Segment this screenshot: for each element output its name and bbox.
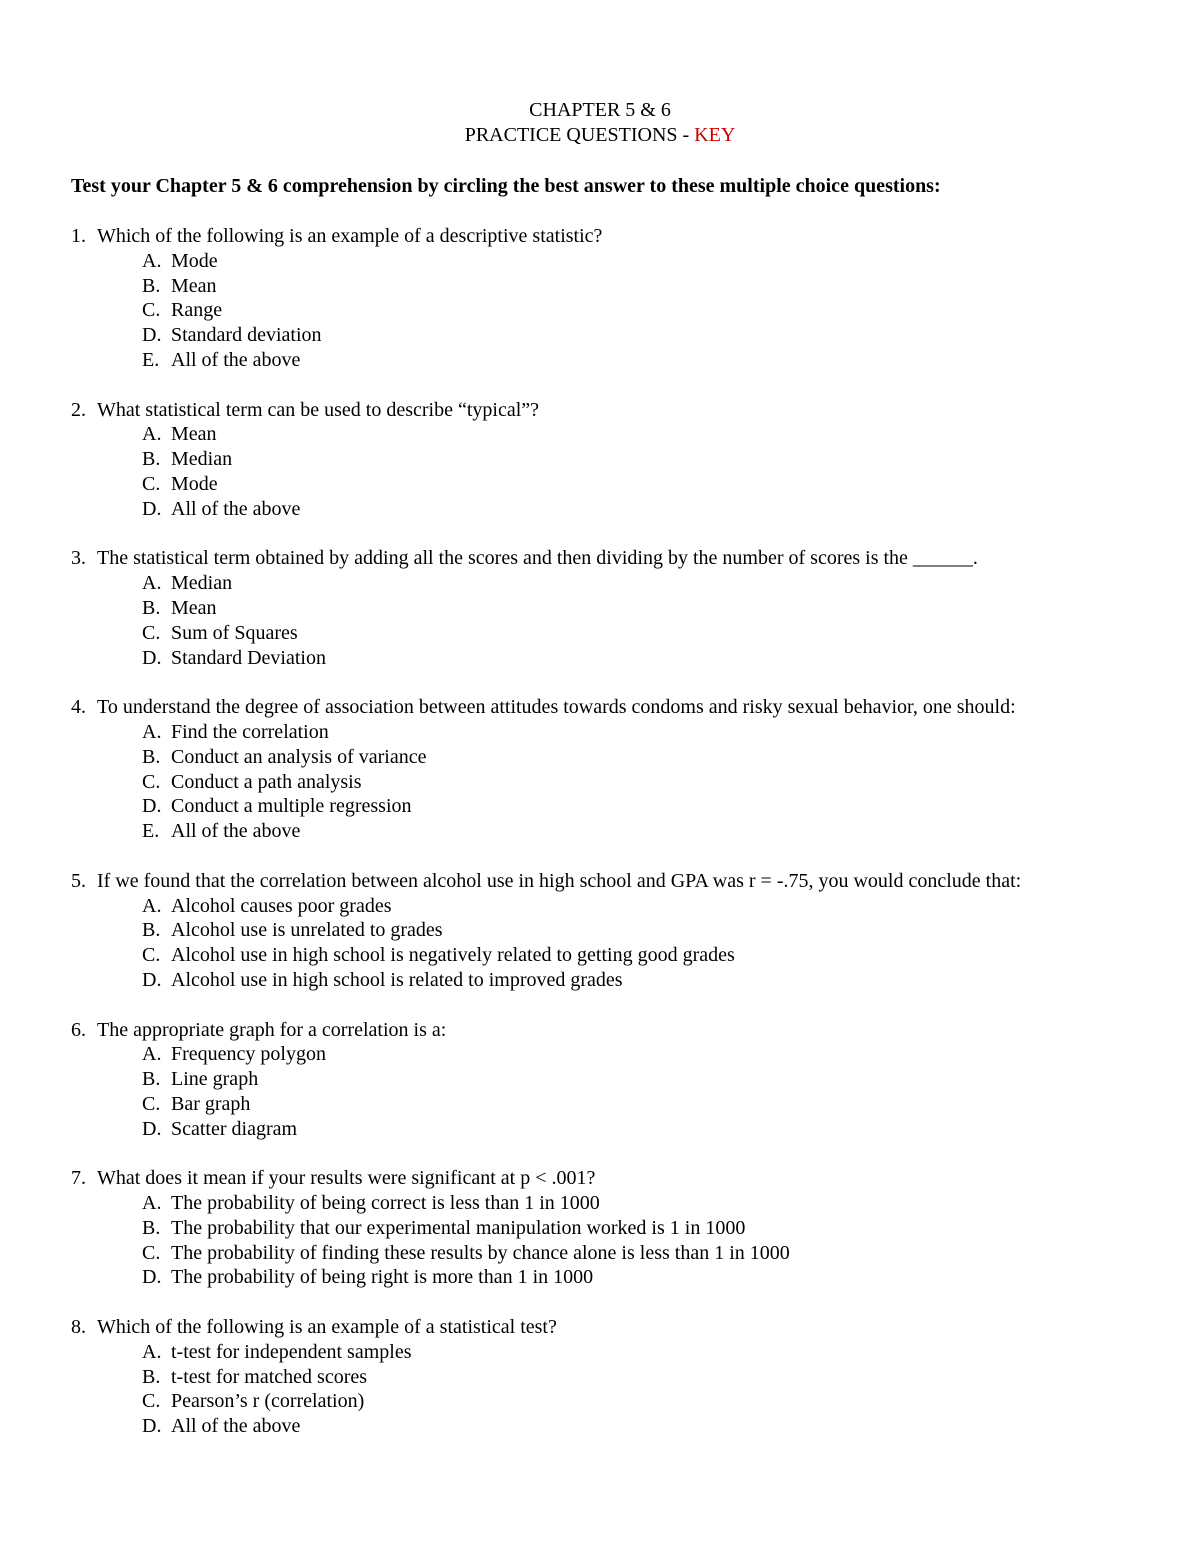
answer-option[interactable] (71, 794, 1151, 819)
answer-option[interactable] (71, 596, 1151, 621)
question-stem (71, 546, 1151, 571)
answer-option[interactable] (71, 1414, 1151, 1439)
title-line-2 (0, 123, 1200, 148)
option-text: Conduct an analysis of variance (171, 745, 427, 768)
option-text: Mean (171, 596, 217, 619)
option-text: Mode (171, 249, 218, 272)
answer-option[interactable] (71, 323, 1151, 348)
option-letter: D. (142, 968, 162, 991)
option-letter: D. (142, 646, 162, 669)
answer-option[interactable] (71, 298, 1151, 323)
option-text: Scatter diagram (171, 1117, 298, 1140)
document-title (0, 98, 1200, 148)
answer-option[interactable] (71, 1265, 1151, 1290)
question-text: Which of the following is an example of a descriptive statistic? (97, 225, 603, 247)
option-letter: C. (142, 1390, 161, 1413)
answer-option[interactable] (71, 447, 1151, 472)
option-text: Alcohol use is unrelated to grades (171, 919, 443, 942)
question-number: 7. (71, 1167, 86, 1190)
question-2 (71, 398, 1151, 522)
answer-option[interactable] (71, 1092, 1151, 1117)
option-text: All of the above (171, 820, 301, 843)
answer-option[interactable] (71, 918, 1151, 943)
answer-option[interactable] (71, 770, 1151, 795)
question-stem (71, 695, 1151, 720)
option-text: All of the above (171, 1415, 301, 1438)
option-text: Line graph (171, 1068, 259, 1091)
option-letter: A. (142, 720, 162, 743)
option-text: Conduct a multiple regression (171, 795, 412, 818)
title-line-1: CHAPTER 5 & 6 (529, 99, 671, 121)
answer-option[interactable] (71, 1067, 1151, 1092)
option-text: Alcohol use in high school is related to improved grades (171, 968, 623, 991)
option-letter: E. (142, 820, 160, 843)
answer-option[interactable] (71, 1241, 1151, 1266)
option-text: Median (171, 448, 233, 471)
option-text: Conduct a path analysis (171, 770, 362, 793)
option-letter: B. (142, 274, 161, 297)
question-number: 8. (71, 1316, 86, 1339)
question-3 (71, 546, 1151, 670)
question-stem (71, 398, 1151, 423)
option-letter: A. (142, 572, 162, 595)
option-letter: C. (142, 1092, 161, 1115)
answer-option[interactable] (71, 943, 1151, 968)
answer-option[interactable] (71, 422, 1151, 447)
question-stem (71, 1315, 1151, 1340)
question-text: Which of the following is an example of a statistical test? (97, 1316, 557, 1339)
option-letter: A. (142, 249, 162, 272)
option-letter: B. (142, 745, 161, 768)
instructions-text: Test your Chapter 5 & 6 comprehension by circling the best answer to these multiple choice questions: (71, 175, 941, 197)
option-letter: D. (142, 1415, 162, 1438)
question-5 (71, 869, 1151, 993)
question-8 (71, 1315, 1151, 1439)
option-letter: A. (142, 1192, 162, 1215)
question-text: To understand the degree of association between attitudes towards condoms and risky sexual behavior, one should: (97, 696, 1016, 719)
option-letter: B. (142, 1216, 161, 1239)
option-letter: D. (142, 497, 162, 520)
option-text: The probability that our experimental manipulation worked is 1 in 1000 (171, 1216, 746, 1239)
option-text: Standard Deviation (171, 646, 326, 669)
question-4 (71, 695, 1151, 844)
option-text: The probability of being correct is less than 1 in 1000 (171, 1192, 600, 1215)
option-text: Sum of Squares (171, 621, 298, 644)
option-text: Mode (171, 472, 218, 495)
answer-option[interactable] (71, 1389, 1151, 1414)
option-letter: C. (142, 621, 161, 644)
question-list (71, 224, 1151, 1464)
option-text: Frequency polygon (171, 1043, 326, 1066)
question-1 (71, 224, 1151, 373)
answer-option[interactable] (71, 1042, 1151, 1067)
answer-option[interactable] (71, 472, 1151, 497)
answer-option[interactable] (71, 720, 1151, 745)
question-number: 1. (71, 225, 86, 247)
answer-option[interactable] (71, 249, 1151, 274)
option-letter: B. (142, 919, 161, 942)
answer-option[interactable] (71, 745, 1151, 770)
option-letter: A. (142, 423, 162, 446)
option-letter: E. (142, 348, 160, 371)
option-letter: C. (142, 944, 161, 967)
question-number: 5. (71, 869, 86, 892)
question-7 (71, 1166, 1151, 1290)
option-text: The probability of being right is more than 1 in 1000 (171, 1266, 594, 1289)
option-text: All of the above (171, 348, 301, 371)
option-letter: B. (142, 596, 161, 619)
option-text: Mean (171, 274, 217, 297)
question-stem (71, 869, 1151, 894)
question-number: 4. (71, 696, 86, 719)
answer-option[interactable] (71, 646, 1151, 671)
option-letter: C. (142, 299, 161, 322)
option-text: Standard deviation (171, 324, 322, 347)
answer-option[interactable] (71, 497, 1151, 522)
answer-option[interactable] (71, 819, 1151, 844)
answer-option[interactable] (71, 621, 1151, 646)
answer-option[interactable] (71, 348, 1151, 373)
option-text: All of the above (171, 497, 301, 520)
question-text: If we found that the correlation between alcohol use in high school and GPA was r = -.75, you would conclude that: (97, 869, 1022, 892)
question-text: The statistical term obtained by adding all the scores and then dividing by the number of scores is the ______. (97, 547, 978, 570)
option-text: Mean (171, 423, 217, 446)
answer-option[interactable] (71, 1191, 1151, 1216)
question-text: What does it mean if your results were significant at p < .001? (97, 1167, 596, 1190)
question-number: 6. (71, 1018, 86, 1041)
title-practice-questions: PRACTICE QUESTIONS - (464, 124, 695, 146)
answer-option[interactable] (71, 968, 1151, 993)
answer-option[interactable] (71, 571, 1151, 596)
option-letter: B. (142, 448, 161, 471)
answer-option[interactable] (71, 894, 1151, 919)
option-text: Alcohol use in high school is negatively related to getting good grades (171, 944, 735, 967)
question-text: What statistical term can be used to describe “typical”? (97, 398, 540, 421)
option-text: Range (171, 299, 223, 322)
option-letter: A. (142, 1043, 162, 1066)
option-text: t-test for matched scores (171, 1365, 368, 1388)
option-text: Find the correlation (171, 720, 329, 743)
question-number: 2. (71, 398, 86, 421)
question-stem (71, 1018, 1151, 1043)
question-number: 3. (71, 547, 86, 570)
option-text: t-test for independent samples (171, 1340, 412, 1363)
option-letter: D. (142, 795, 162, 818)
option-letter: A. (142, 1340, 162, 1363)
option-text: Pearson’s r (correlation) (171, 1390, 365, 1413)
option-letter: C. (142, 1241, 161, 1264)
answer-option[interactable] (71, 274, 1151, 299)
question-stem (71, 1166, 1151, 1191)
question-6 (71, 1018, 1151, 1142)
question-text: The appropriate graph for a correlation is a: (97, 1018, 447, 1041)
option-letter: D. (142, 1117, 162, 1140)
answer-option[interactable] (71, 1216, 1151, 1241)
answer-option[interactable] (71, 1117, 1151, 1142)
option-text: The probability of finding these results by chance alone is less than 1 in 1000 (171, 1241, 790, 1264)
option-letter: D. (142, 324, 162, 347)
answer-option[interactable] (71, 1365, 1151, 1390)
question-stem (71, 224, 1151, 249)
option-text: Alcohol causes poor grades (171, 894, 392, 917)
option-letter: B. (142, 1365, 161, 1388)
option-text: Median (171, 572, 233, 595)
option-letter: A. (142, 894, 162, 917)
option-letter: C. (142, 472, 161, 495)
option-letter: B. (142, 1068, 161, 1091)
option-letter: C. (142, 770, 161, 793)
option-letter: D. (142, 1266, 162, 1289)
option-text: Bar graph (171, 1092, 251, 1115)
answer-option[interactable] (71, 1340, 1151, 1365)
title-key-label: KEY (694, 124, 736, 146)
